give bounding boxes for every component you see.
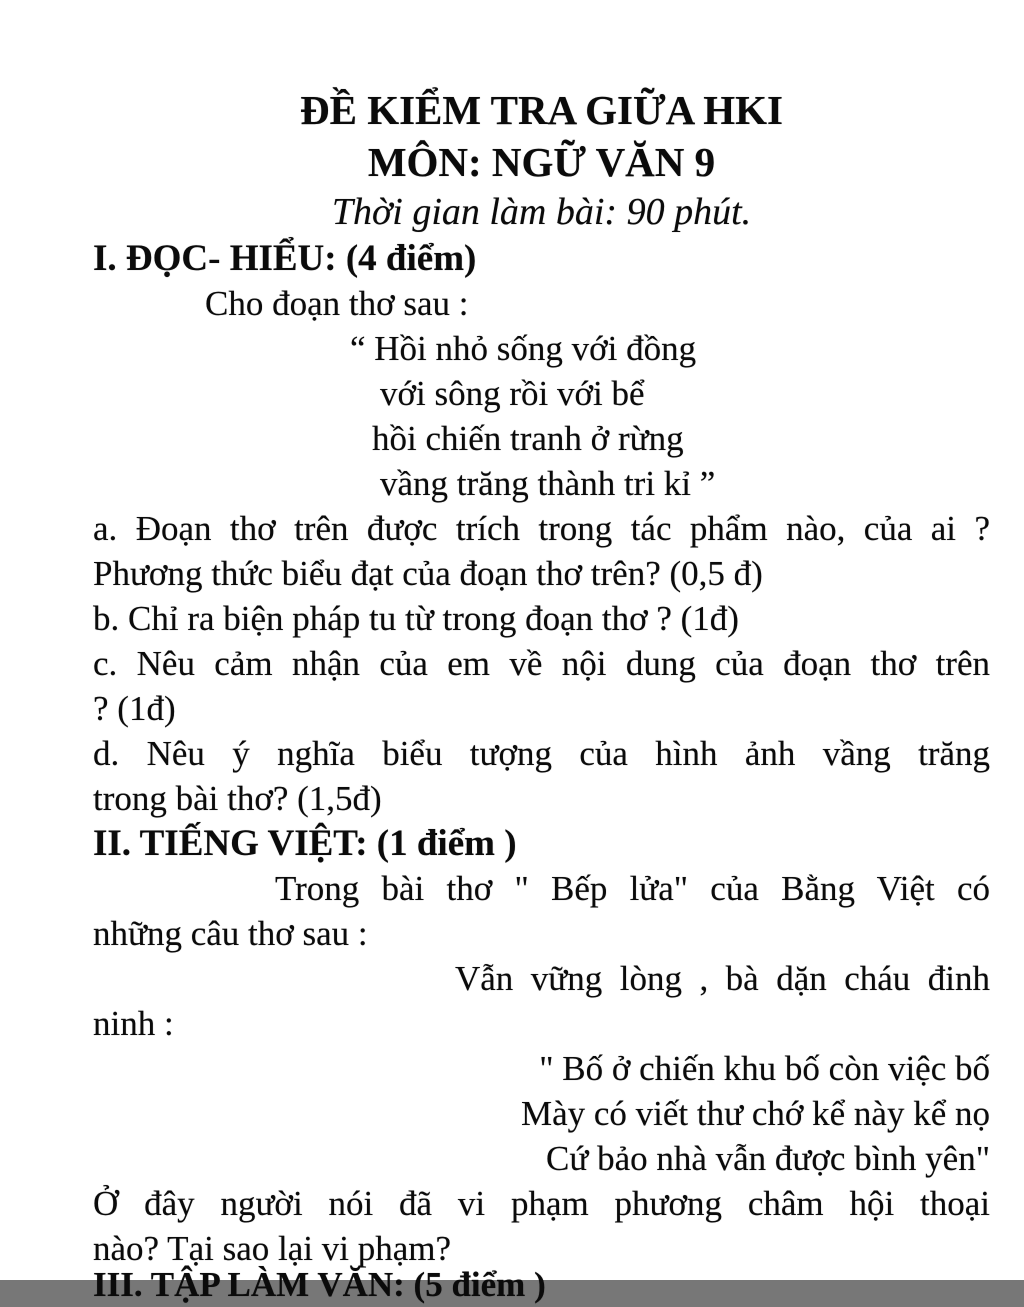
section-2-intro-line-1: Trong bài thơ " Bếp lửa" của Bằng Việt có [275, 869, 990, 908]
section-1-heading: I. ĐỌC- HIỂU: (4 điểm) [93, 238, 477, 279]
question-a-line-2: Phương thức biểu đạt của đoạn thơ trên? (0,5 đ) [93, 554, 763, 593]
question-d-line-1: d. Nêu ý nghĩa biểu tượng của hình ảnh vầng trăng [93, 734, 990, 773]
question-c-line-1: c. Nêu cảm nhận của em về nội dung của đoạn thơ trên [93, 644, 990, 683]
question-b: b. Chỉ ra biện pháp tu từ trong đoạn thơ ? (1đ) [93, 599, 739, 638]
poem-line-3: hồi chiến tranh ở rừng [372, 419, 684, 458]
verse-line-2: Mày có viết thư chớ kể này kể nọ [520, 1094, 990, 1133]
poem-line-2: với sông rồi với bể [380, 374, 645, 413]
section-2-question-line-2: nào? Tại sao lại vi phạm? [93, 1229, 451, 1268]
poem-line-1: “ Hồi nhỏ sống với đồng [350, 329, 697, 368]
clipped-next-section-line: III. TẬP LÀM VĂN: (5 điểm ) [93, 1265, 546, 1304]
exam-title: ĐỀ KIỂM TRA GIỮA HKI [300, 87, 783, 133]
poem-line-4: vầng trăng thành tri kỉ ” [380, 464, 716, 503]
section-2-intro-line-2: những câu thơ sau : [93, 914, 368, 953]
question-c-line-2: ? (1đ) [93, 689, 176, 728]
section-2-heading: II. TIẾNG VIỆT: (1 điểm ) [93, 823, 517, 864]
section-2-question-line-1: Ở đây người nói đã vi phạm phương châm hội thoại [93, 1184, 990, 1223]
quote-lead-line-1: Vẫn vững lòng , bà dặn cháu đinh [455, 959, 990, 998]
duration-line: Thời gian làm bài: 90 phút. [331, 191, 752, 233]
verse-line-3: Cứ bảo nhà vẫn được bình yên" [546, 1139, 990, 1178]
section-1-intro: Cho đoạn thơ sau : [205, 284, 469, 323]
verse-line-1: " Bố ở chiến khu bố còn việc bố [539, 1049, 990, 1088]
subject-title: MÔN: NGỮ VĂN 9 [367, 139, 716, 185]
quote-lead-line-2: ninh : [93, 1004, 174, 1043]
question-a-line-1: a. Đoạn thơ trên được trích trong tác phẩm nào, của ai ? [93, 509, 990, 548]
question-d-line-2: trong bài thơ? (1,5đ) [93, 779, 382, 818]
